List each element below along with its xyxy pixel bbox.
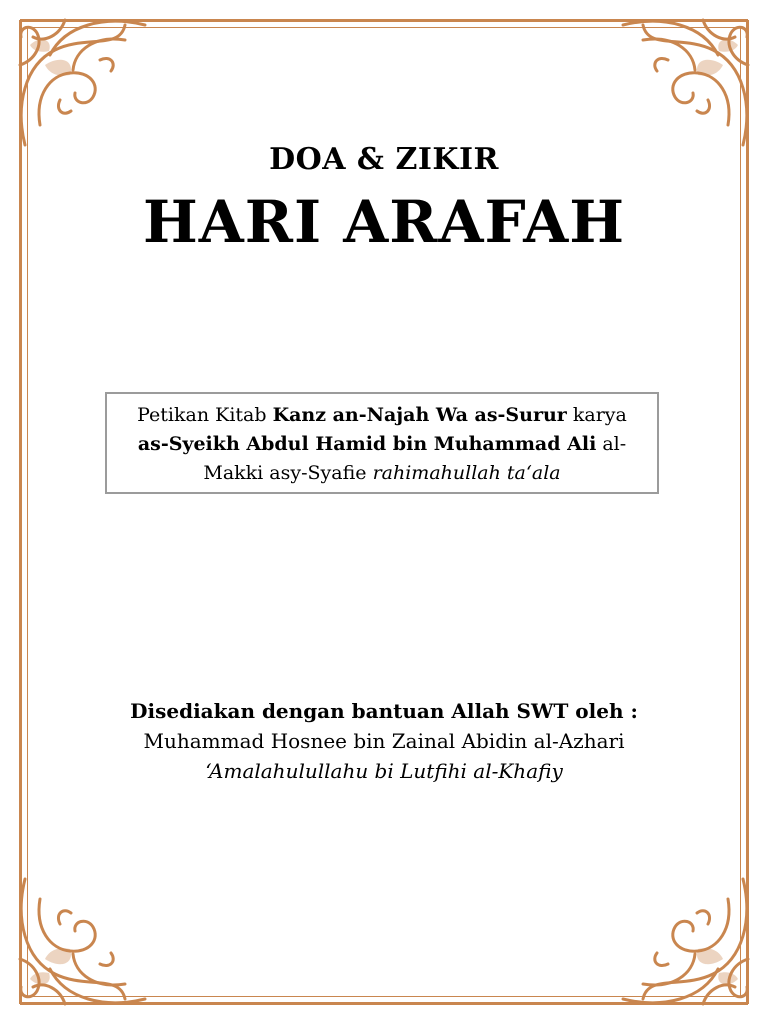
ornamental-corner-icon — [613, 5, 763, 155]
prepared-by: Disediakan dengan bantuan Allah SWT oleh : — [130, 699, 638, 723]
ornamental-corner-icon — [613, 869, 763, 1019]
source-box — [105, 392, 659, 494]
cover-subtitle: DOA & ZIKIR — [269, 142, 499, 177]
source-author: as-Syeikh Abdul Hamid bin Muhammad Ali — [137, 433, 597, 455]
source-author-rest: al-Makki asy-Syafie — [203, 433, 627, 484]
credits-block — [0, 696, 768, 786]
source-honorific: rahimahullah ta‘ala — [372, 462, 561, 484]
ornamental-corner-icon — [5, 869, 155, 1019]
ornamental-corner-icon — [5, 5, 155, 155]
source-karya: karya — [572, 404, 627, 426]
author-name: Muhammad Hosnee bin Zainal Abidin al-Azhari — [143, 729, 625, 753]
source-prefix: Petikan Kitab — [137, 404, 267, 426]
cover-title: HARI ARAFAH — [142, 188, 626, 256]
author-prayer: ‘Amalahulullahu bi Lutfihi al-Khafiy — [205, 759, 563, 783]
book-title: Kanz an-Najah Wa as-Surur — [272, 404, 567, 426]
